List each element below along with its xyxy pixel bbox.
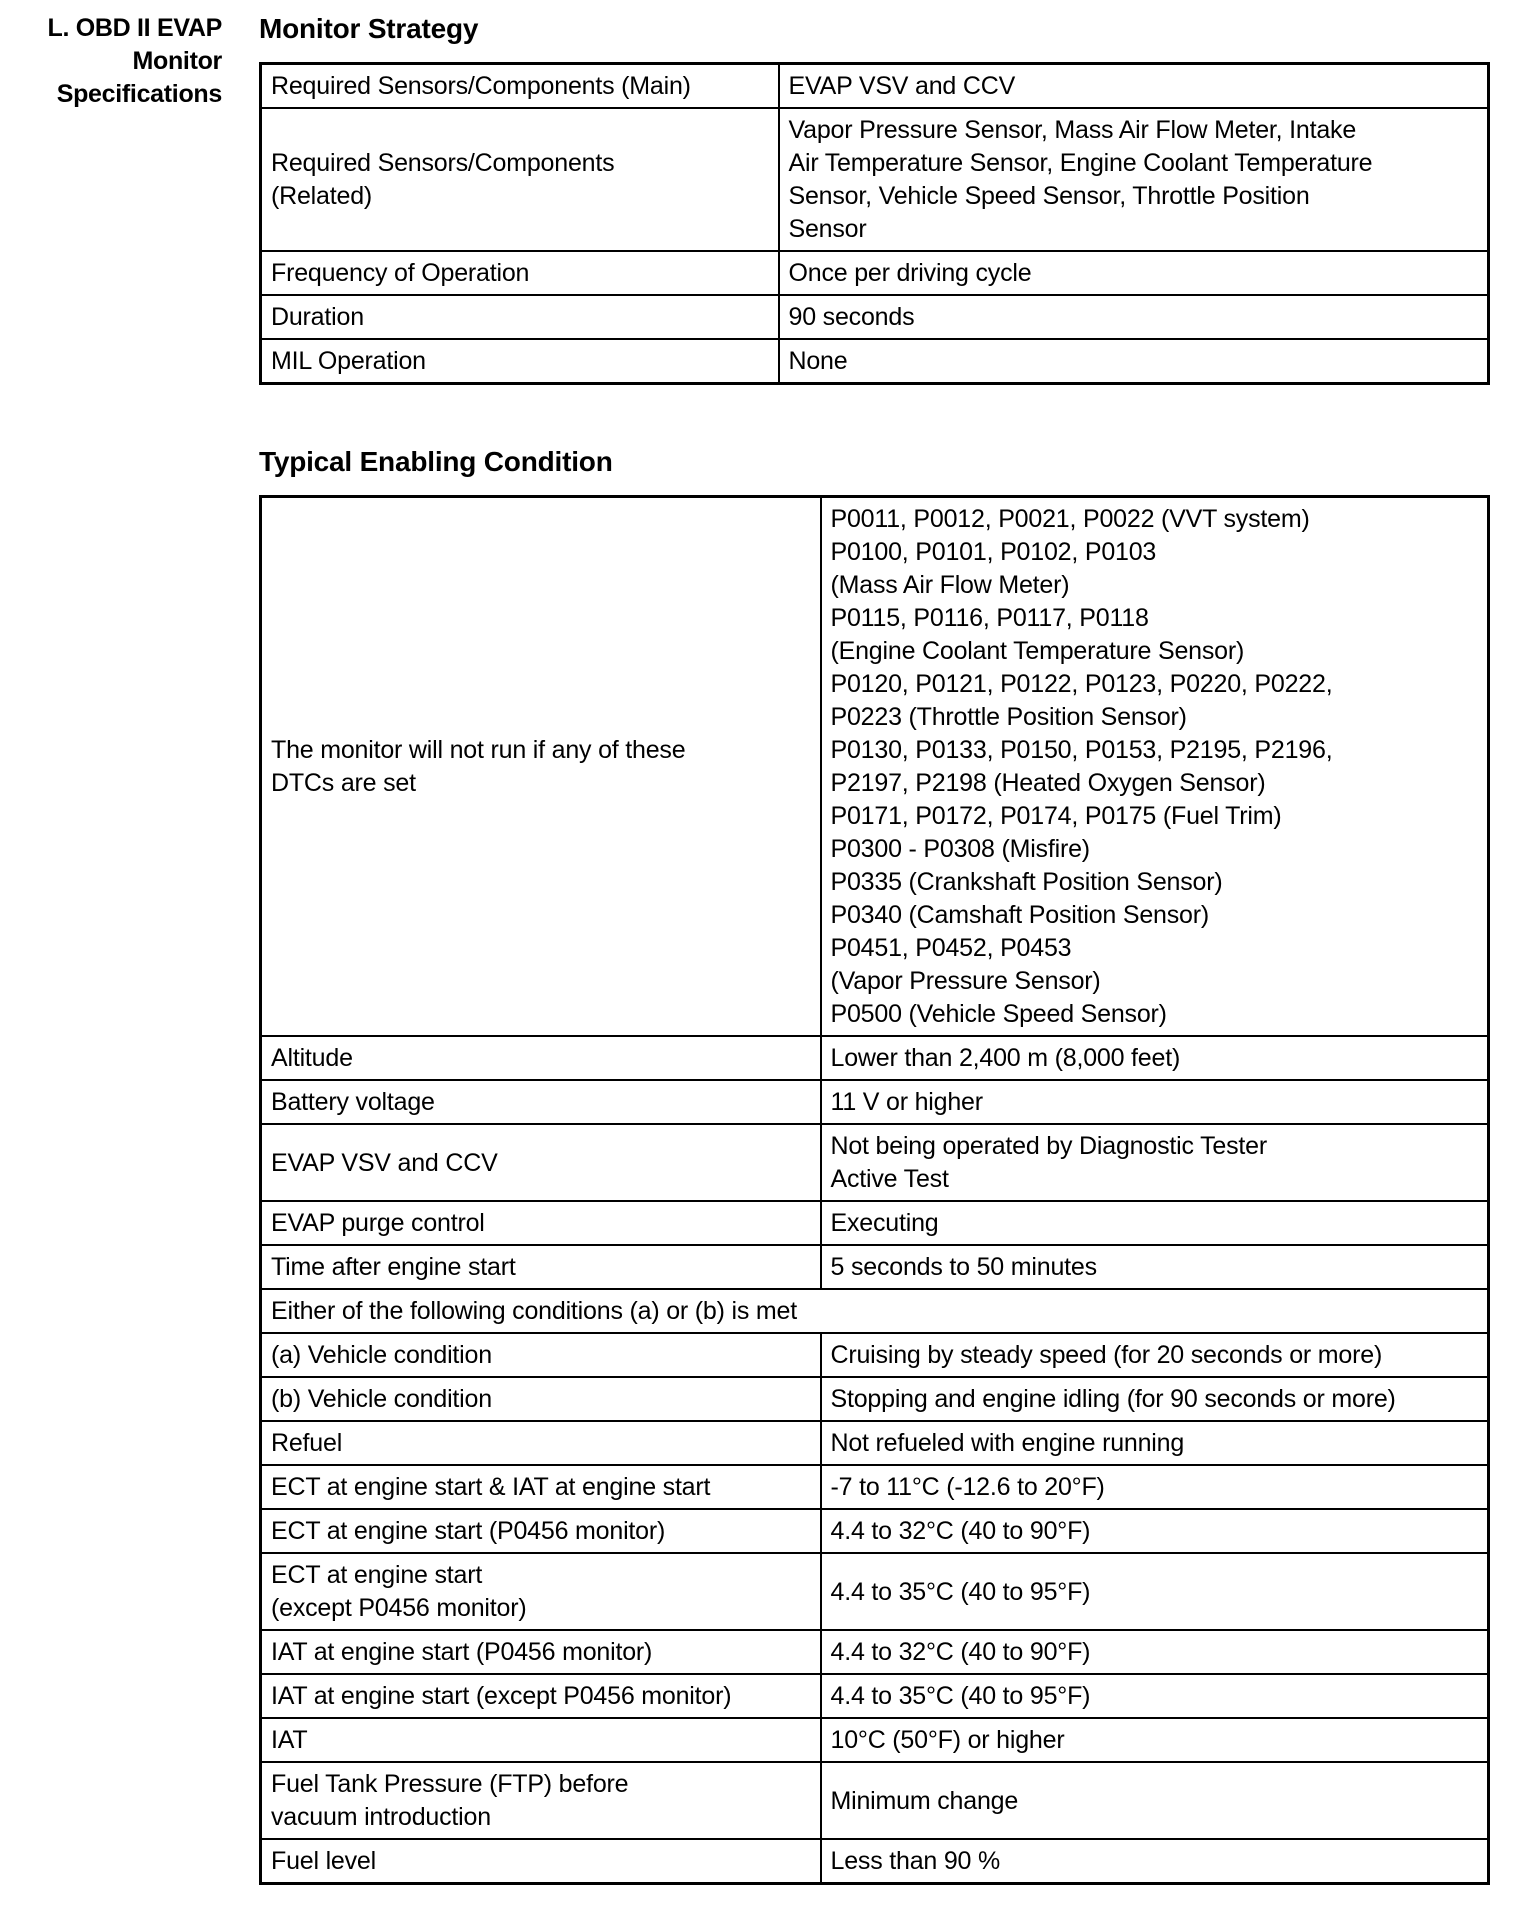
row-value-line: Air Temperature Sensor, Engine Coolant Temperature	[788, 149, 1373, 177]
row-label-line: Altitude	[271, 1044, 353, 1072]
table-row	[261, 1201, 1489, 1245]
row-label	[261, 1377, 821, 1421]
row-label	[261, 1465, 821, 1509]
row-label	[261, 1333, 821, 1377]
row-label	[261, 295, 779, 339]
row-label	[261, 1080, 821, 1124]
row-label-line: IAT	[271, 1726, 308, 1754]
row-label-line: Time after engine start	[271, 1253, 516, 1281]
dtc-label-line: DTCs are set	[271, 769, 416, 797]
row-label	[261, 1124, 821, 1201]
row-label-line: Fuel Tank Pressure (FTP) before	[271, 1770, 629, 1798]
row-label-line: ECT at engine start (P0456 monitor)	[271, 1517, 666, 1545]
row-label-line: Refuel	[271, 1429, 343, 1457]
either-condition-row	[261, 1289, 1489, 1333]
row-value-line: Lower than 2,400 m (8,000 feet)	[830, 1044, 1181, 1072]
table-row	[261, 64, 1489, 109]
table-row	[261, 251, 1489, 295]
row-value-line: Not being operated by Diagnostic Tester	[830, 1132, 1267, 1160]
row-value	[821, 1201, 1489, 1245]
section-side-heading	[0, 12, 222, 111]
row-value-line: Stopping and engine idling (for 90 seconds or more)	[830, 1385, 1396, 1413]
row-label-line: (a) Vehicle condition	[271, 1341, 492, 1369]
row-label-line: Fuel level	[271, 1847, 376, 1875]
dtc-values-line: P0340 (Camshaft Position Sensor)	[830, 901, 1210, 929]
row-value	[821, 1762, 1489, 1839]
row-value-line: Active Test	[830, 1165, 949, 1193]
side-heading-line: Specifications	[56, 80, 222, 108]
dtc-values-line: P0011, P0012, P0021, P0022 (VVT system)	[830, 505, 1310, 533]
table-row	[261, 1333, 1489, 1377]
dtc-values-line: P0120, P0121, P0122, P0123, P0220, P0222,	[830, 670, 1333, 698]
table-row	[261, 1080, 1489, 1124]
row-label-line: EVAP VSV and CCV	[271, 1148, 498, 1177]
row-label	[261, 1553, 821, 1630]
row-value	[821, 1509, 1489, 1553]
table-row	[261, 1509, 1489, 1553]
row-value	[821, 1839, 1489, 1884]
dtc-row	[261, 497, 1489, 1037]
row-value-line: Sensor	[788, 215, 867, 243]
row-value-line: Vapor Pressure Sensor, Mass Air Flow Meter, Intake	[788, 116, 1357, 144]
row-value-line: -7 to 11°C (-12.6 to 20°F)	[830, 1473, 1105, 1501]
row-label-line: (b) Vehicle condition	[271, 1385, 492, 1413]
monitor-strategy-table-body	[261, 64, 1489, 384]
row-label	[261, 1201, 821, 1245]
row-value-line: None	[788, 347, 848, 375]
dtc-values-line: (Engine Coolant Temperature Sensor)	[830, 637, 1245, 665]
dtc-values	[821, 497, 1489, 1037]
row-label-line: ECT at engine start & IAT at engine start	[271, 1473, 711, 1501]
dtc-values-line: P0500 (Vehicle Speed Sensor)	[830, 1000, 1167, 1028]
row-value	[779, 64, 1489, 109]
row-value	[821, 1630, 1489, 1674]
row-value-line: 90 seconds	[788, 303, 915, 331]
side-heading-line: Monitor	[132, 47, 222, 75]
dtc-values-line: P0451, P0452, P0453	[830, 934, 1072, 962]
row-value-line: EVAP VSV and CCV	[788, 72, 1016, 100]
dtc-values-line: P2197, P2198 (Heated Oxygen Sensor)	[830, 769, 1266, 797]
row-value	[821, 1718, 1489, 1762]
table-row	[261, 339, 1489, 384]
row-label	[261, 1245, 821, 1289]
table-row	[261, 1465, 1489, 1509]
row-value-line: 4.4 to 35°C (40 to 95°F)	[830, 1577, 1091, 1606]
row-value	[821, 1080, 1489, 1124]
table-row	[261, 1245, 1489, 1289]
row-label-line: MIL Operation	[271, 347, 426, 375]
monitor-strategy-table	[259, 62, 1490, 385]
row-label-line: Required Sensors/Components (Main)	[271, 72, 691, 100]
table-row	[261, 1674, 1489, 1718]
row-label-line: IAT at engine start (except P0456 monitor)	[271, 1682, 732, 1710]
table-row	[261, 1718, 1489, 1762]
dtc-values-line: (Vapor Pressure Sensor)	[830, 967, 1101, 995]
row-label	[261, 1630, 821, 1674]
table-row	[261, 1036, 1489, 1080]
dtc-values-line: P0335 (Crankshaft Position Sensor)	[830, 868, 1223, 896]
row-value-line: Minimum change	[830, 1786, 1019, 1815]
dtc-values-line: P0130, P0133, P0150, P0153, P2195, P2196,	[830, 736, 1333, 764]
row-value-line: Less than 90 %	[830, 1847, 1001, 1875]
table-row	[261, 1553, 1489, 1630]
row-value-line: 4.4 to 32°C (40 to 90°F)	[830, 1638, 1091, 1666]
table-row	[261, 1124, 1489, 1201]
row-value	[821, 1377, 1489, 1421]
dtc-values-line: P0223 (Throttle Position Sensor)	[830, 703, 1187, 731]
dtc-label-line: The monitor will not run if any of these	[271, 736, 686, 764]
row-label-line: Duration	[271, 303, 364, 331]
dtc-values-line: (Mass Air Flow Meter)	[830, 571, 1070, 599]
row-label	[261, 108, 779, 251]
table-row	[261, 1839, 1489, 1884]
row-label	[261, 1674, 821, 1718]
row-value-line: Sensor, Vehicle Speed Sensor, Throttle Position	[788, 182, 1310, 210]
table-row	[261, 1377, 1489, 1421]
row-value	[779, 251, 1489, 295]
row-value-line: Cruising by steady speed (for 20 seconds or more)	[830, 1341, 1383, 1369]
monitor-strategy-title: Monitor Strategy	[259, 13, 479, 44]
row-label	[261, 64, 779, 109]
typical-enabling-condition-title: Typical Enabling Condition	[259, 446, 613, 477]
row-value	[779, 108, 1489, 251]
dtc-values-line: P0100, P0101, P0102, P0103	[830, 538, 1157, 566]
row-value	[821, 1124, 1489, 1201]
row-label-line: Frequency of Operation	[271, 259, 530, 287]
row-value	[821, 1036, 1489, 1080]
dtc-values-line: P0171, P0172, P0174, P0175 (Fuel Trim)	[830, 802, 1282, 830]
dtc-values-line: P0115, P0116, P0117, P0118	[830, 604, 1149, 632]
row-label	[261, 1839, 821, 1884]
row-value-line: Once per driving cycle	[788, 259, 1032, 287]
row-value	[821, 1674, 1489, 1718]
row-label-line: (Related)	[271, 182, 373, 210]
row-value-line: 4.4 to 32°C (40 to 90°F)	[830, 1517, 1091, 1545]
row-label	[261, 1421, 821, 1465]
row-label	[261, 251, 779, 295]
row-value-line: 5 seconds to 50 minutes	[830, 1253, 1097, 1281]
row-label	[261, 1036, 821, 1080]
row-label-line: ECT at engine start	[271, 1561, 483, 1589]
row-value-line: 4.4 to 35°C (40 to 95°F)	[830, 1682, 1091, 1710]
row-label	[261, 1762, 821, 1839]
row-value-line: 11 V or higher	[830, 1088, 983, 1116]
row-value	[821, 1245, 1489, 1289]
row-value	[779, 295, 1489, 339]
row-value	[821, 1421, 1489, 1465]
row-label	[261, 339, 779, 384]
row-value	[821, 1465, 1489, 1509]
row-value-line: 10°C (50°F) or higher	[830, 1726, 1065, 1754]
row-label-line: Required Sensors/Components	[271, 149, 615, 177]
row-value	[779, 339, 1489, 384]
table-row	[261, 108, 1489, 251]
row-label	[261, 1718, 821, 1762]
either-condition-text: Either of the following conditions (a) or (b) is met	[261, 1289, 1489, 1333]
row-label-line: (except P0456 monitor)	[271, 1594, 527, 1622]
row-label-line: IAT at engine start (P0456 monitor)	[271, 1638, 653, 1666]
row-label	[261, 1509, 821, 1553]
enabling-condition-table	[259, 495, 1490, 1885]
row-value	[821, 1333, 1489, 1377]
table-row	[261, 1630, 1489, 1674]
row-value-line: Not refueled with engine running	[830, 1429, 1185, 1457]
row-label-line: vacuum introduction	[271, 1803, 491, 1831]
side-heading-line: L. OBD II EVAP	[47, 14, 222, 42]
row-value-line: Executing	[830, 1209, 939, 1237]
dtc-label	[261, 497, 821, 1037]
table-row	[261, 295, 1489, 339]
row-label-line: Battery voltage	[271, 1088, 435, 1116]
row-label-line: EVAP purge control	[271, 1209, 485, 1237]
dtc-values-line: P0300 - P0308 (Misfire)	[830, 835, 1090, 863]
row-value	[821, 1553, 1489, 1630]
enabling-condition-table-body	[261, 497, 1489, 1884]
table-row	[261, 1421, 1489, 1465]
table-row	[261, 1762, 1489, 1839]
